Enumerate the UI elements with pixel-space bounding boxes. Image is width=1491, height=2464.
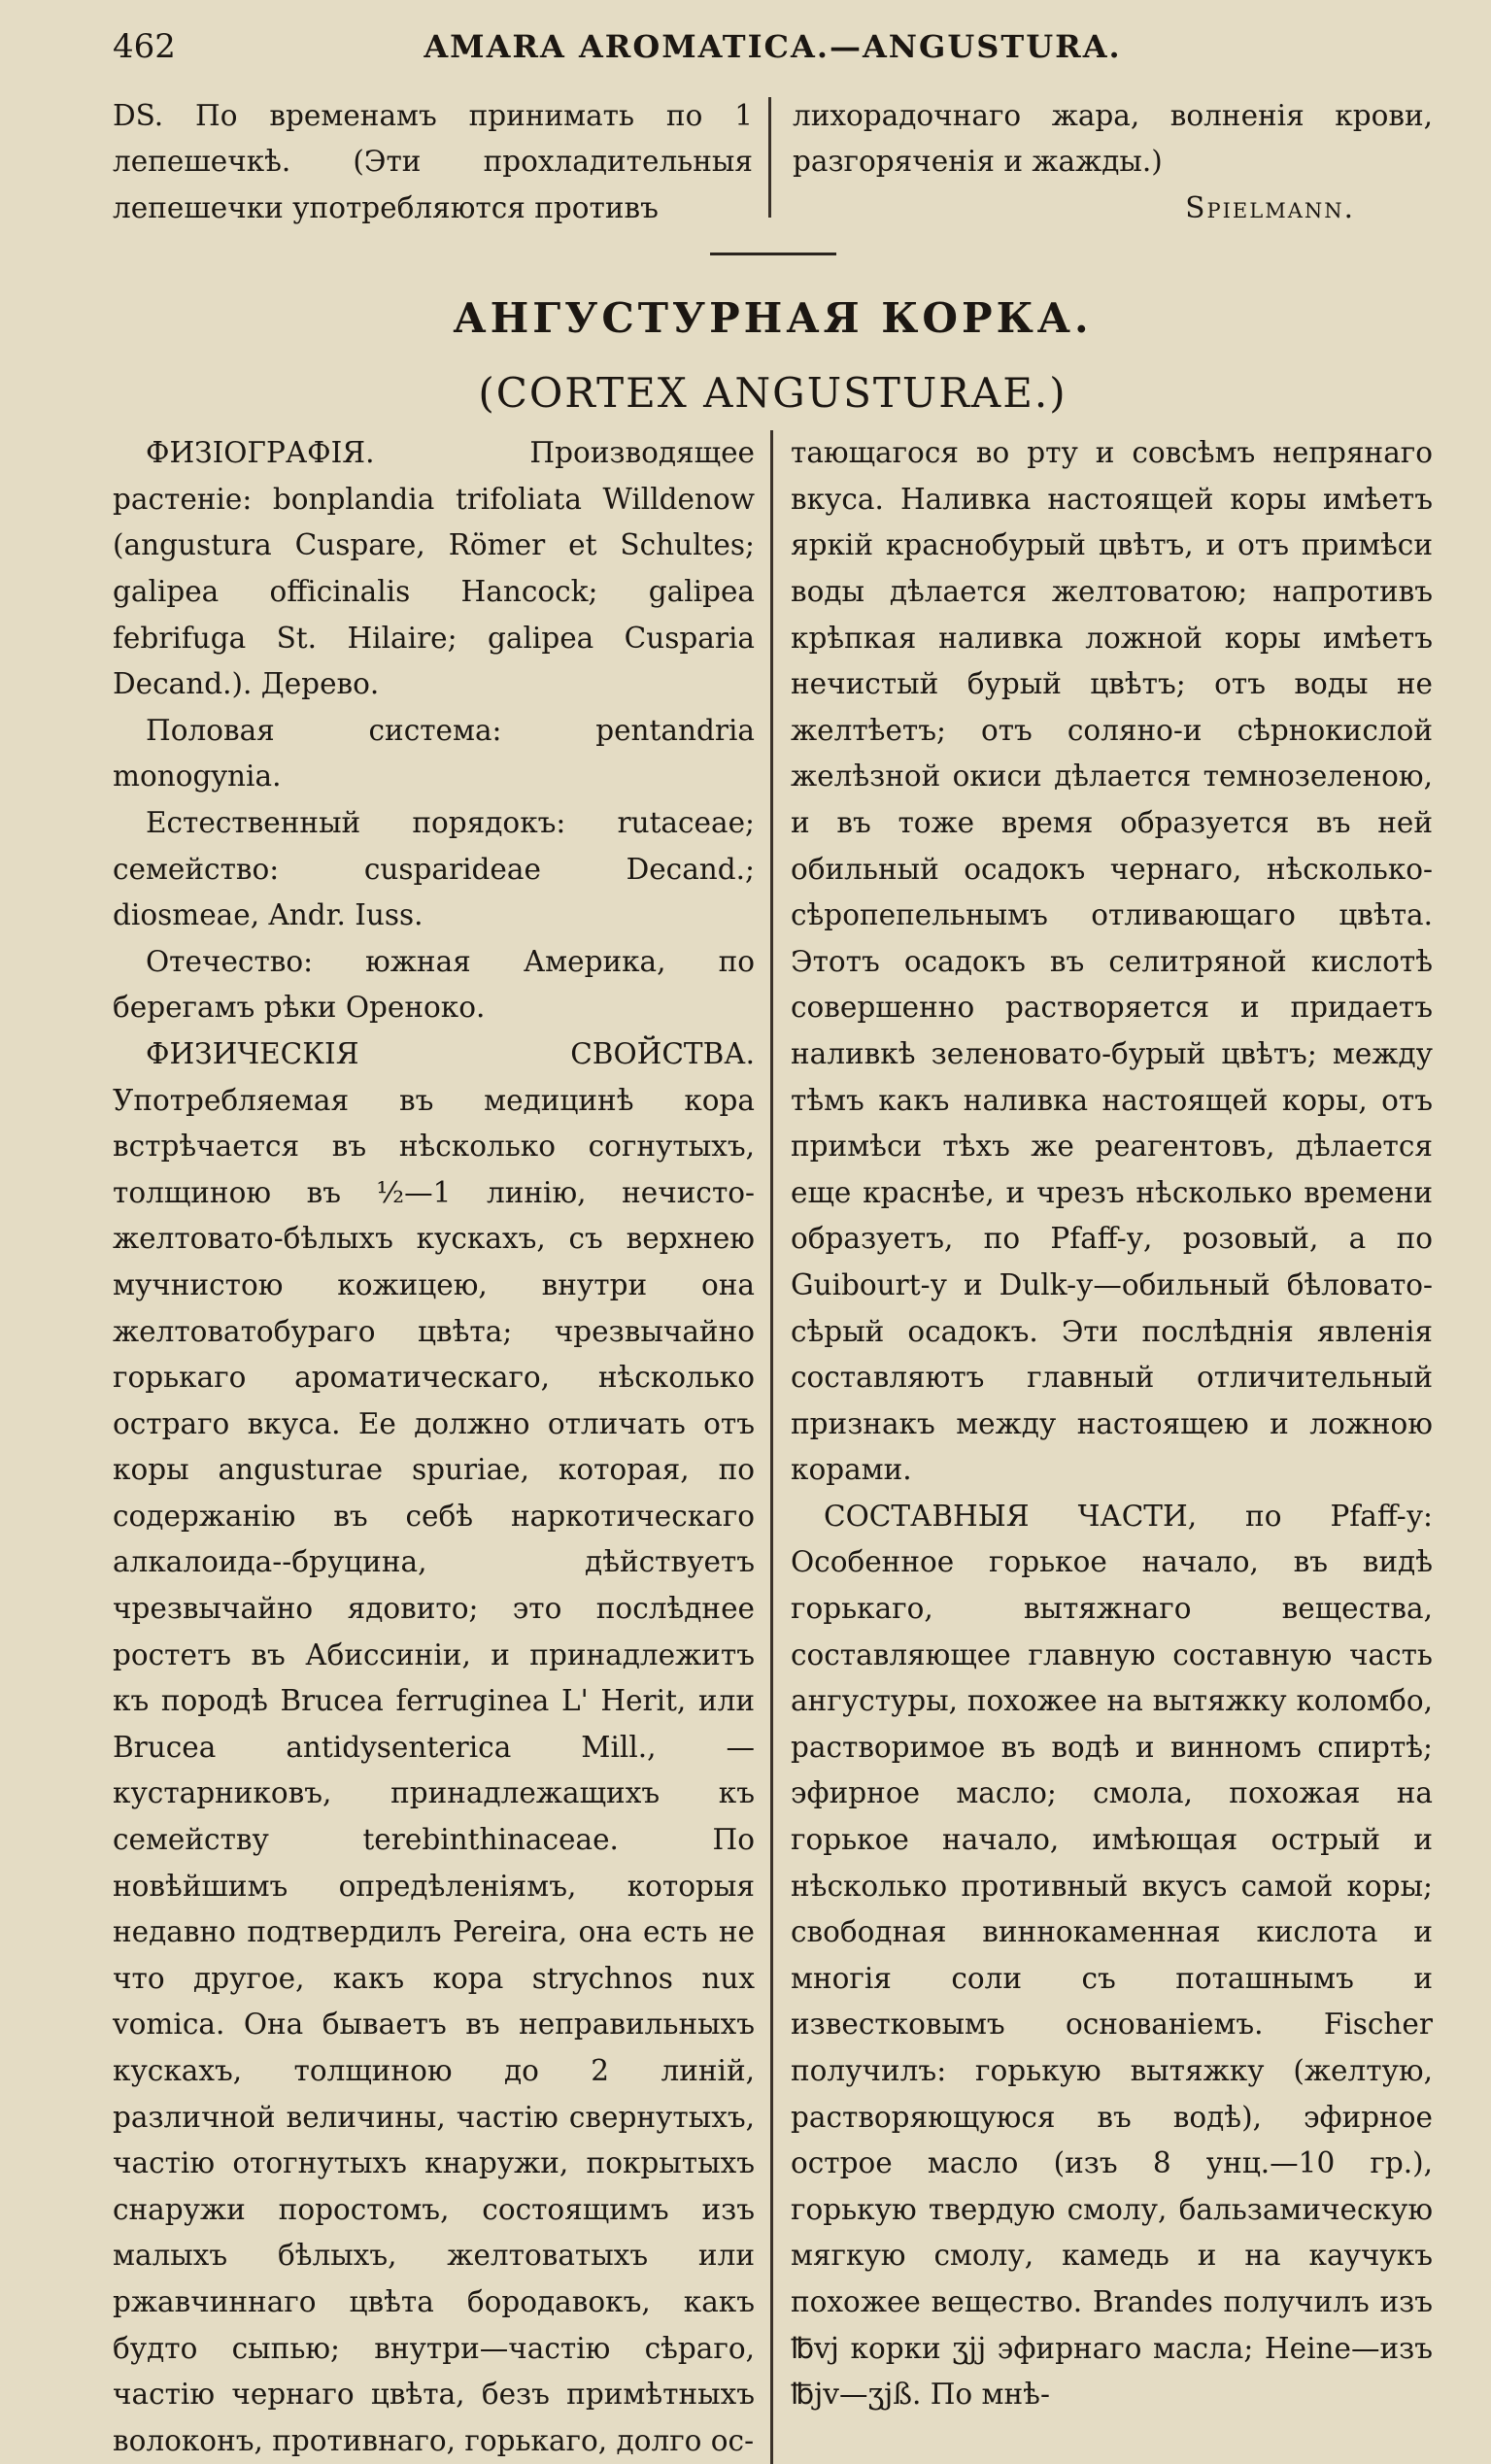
page-number: 462 [113, 27, 176, 66]
right-column [773, 430, 1433, 2464]
paragraph-sexual-system: Половая система: pentandria monogynia. [113, 713, 755, 793]
paragraph-components: СОСТАВНЫЯ ЧАСТИ, по Pfaff-у: Особенное горькое начало, въ видѣ горькаго, вытяжнаго вещества, составляющее главную составную часть ангустуры, похожее на вытяжку коломбо, растворимое въ водѣ и винномъ спиртѣ; эфирное масло; смола, похожая на горькое начало, имѣющая острый и нѣсколько противный вкусъ самой коры; свободная виннокаменная кислота и многія соли съ поташнымъ и известковымъ основаніемъ. Fischer получилъ: горькую вытяжку (желтую, растворяющуюся въ водѣ), эфирное острое масло (изъ 8 унц.—10 гр.), горькую твердую смолу, бальзамическую мягкую смолу, камедь и на каучукъ похожее вещество. Brandes получилъ изъ ℔vj корки ʒjj эфирнаго масла; Heine—изъ ℔jv—ʒjß. По мнѣ- [791, 1499, 1433, 2412]
left-column [113, 430, 770, 2464]
paragraph-infusion: тающагося во рту и совсѣмъ непрянаго вкуса. Наливка настоящей коры имѣетъ яркій краснобурый цвѣтъ, и отъ примѣси воды дѣлается желтоватою; напротивъ крѣпкая наливка ложной коры имѣетъ нечистый бурый цвѣтъ; отъ воды не желтѣетъ; отъ соляно-и сѣрнокислой желѣзной окиси дѣлается темнозеленою, и въ тоже время образуется въ ней обильный осадокъ чернаго, нѣсколько-сѣропепельнымъ отливающаго цвѣта. Этотъ осадокъ въ селитряной кислотѣ совершенно растворяется и придаетъ наливкѣ зеленовато-бурый цвѣтъ; между тѣмъ какъ наливка настоящей коры, отъ примѣси тѣхъ же реагентовъ, дѣлается еще краснѣе, и чрезъ нѣсколько времени образуетъ, по Pfaff-у, розовый, а по Guibourt-у и Dulk-у—обильный бѣловато-сѣрый осадокъ. Эти послѣднія явленія составляютъ главный отличительный признакъ между настоящею и ложною корами. [791, 436, 1433, 1487]
paragraph-homeland: Отечество: южная Америка, по берегамъ рѣки Ореноко. [113, 944, 755, 1025]
paragraph-physiography: ФИЗІОГРАФІЯ. Производящее растеніе: bonplandia trifoliata Willdenow (angustura Cuspare, Römer et Schultes; galipea officinalis Hancock; galipea febrifuga St. Hilaire; galipea Cusparia Decand.). Дерево. [113, 436, 755, 701]
continued-paragraph-right: лихорадочнаго жара, волненія крови, разгоряченія и жажды.) [793, 99, 1433, 179]
section-separator [710, 253, 836, 255]
continued-paragraph-left: DS. По временамъ принимать по 1 лепешечкѣ. (Эти прохладительныя лепешечки употребляются противъ [113, 99, 753, 224]
article-subtitle: (CORTEX ANGUSTURAE.) [478, 369, 1067, 418]
running-title: AMARA AROMATICA.—ANGUSTURA. [424, 28, 1122, 65]
paragraph-natural-order: Естественный порядокъ: rutaceae; семейство: cusparideae Decand.; diosmeae, Andr. Iuss. [113, 805, 755, 932]
author-signature: Spielmann. [1185, 190, 1355, 224]
article-title: АНГУСТУРНАЯ КОРКА. [453, 294, 1093, 343]
paragraph-physical-properties: ФИЗИЧЕСКІЯ СВОЙСТВА. Употребляемая въ медицинѣ кора встрѣчается въ нѣсколько согнутыхъ, толщиною въ ½—1 линію, нечисто-желтовато-бѣлыхъ кускахъ, съ верхнею мучнистою кожицею, внутри она желтоватобураго цвѣта; чрезвычайно горькаго ароматическаго, нѣсколько остраго вкуса. Ее должно отличать отъ коры angusturae spuriae, которая, по содержанію въ себѣ наркотическаго алкалоида--бруцина, дѣйствуетъ чрезвычайно ядовито; это послѣднее ростетъ въ Абиссиніи, и принадлежитъ къ породѣ Brucea ferruginea L' Herit, или Brucea antidysenterica Mill., —кустарниковъ, принадлежащихъ къ семейству terebinthinaceae. По новѣйшимъ опредѣленіямъ, которыя недавно подтвердилъ Pereira, она есть не что другое, какъ кора strychnos nux vomica. Она бываетъ въ неправильныхъ кускахъ, толщиною до 2 линій, различной величины, частію свернутыхъ, частію отогнутыхъ кнаружи, покрытыхъ снаружи поростомъ, состоящимъ изъ малыхъ бѣлыхъ, желтоватыхъ или ржавчиннаго цвѣта бородавокъ, какъ будто сыпью; внутри—частію сѣраго, частію чернаго цвѣта, безъ примѣтныхъ волоконъ, противнаго, горькаго, долго ос- [113, 1036, 755, 2457]
continued-text-right [771, 93, 1433, 231]
continued-text-left [113, 93, 768, 231]
running-head [113, 27, 1433, 76]
continued-text-block [113, 93, 1433, 231]
article-body [113, 430, 1433, 2464]
